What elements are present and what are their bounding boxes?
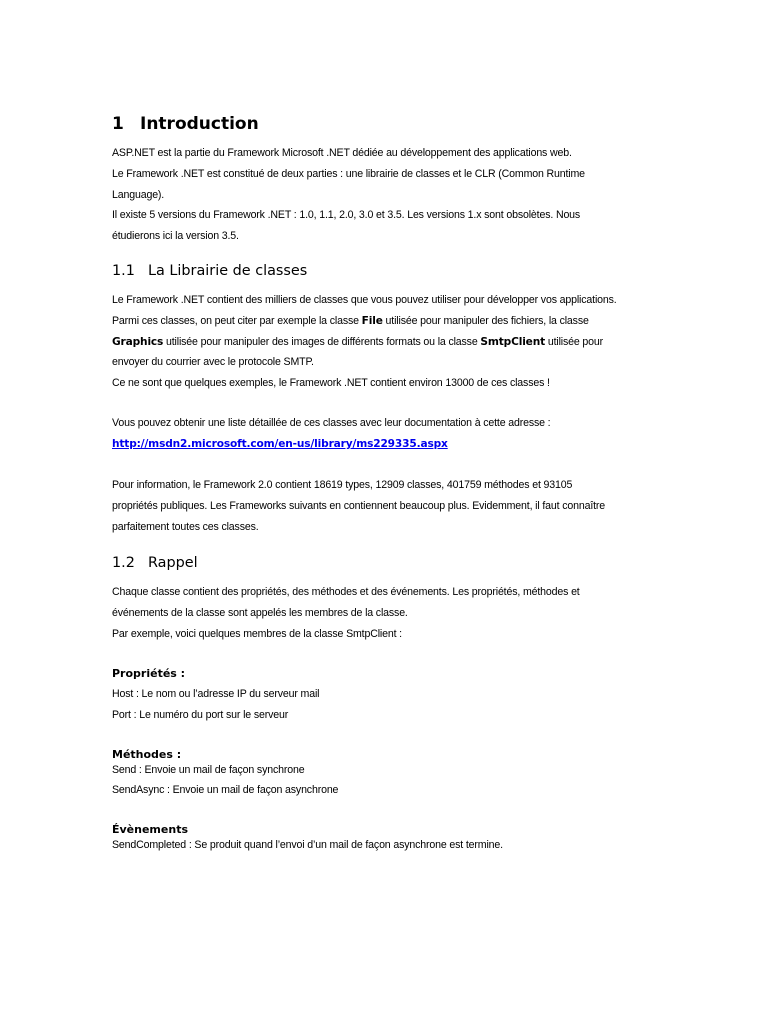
section-title: La Librairie de classes bbox=[148, 263, 308, 279]
msdn-link-line bbox=[112, 434, 672, 455]
text-span: Parmi ces classes, on peut citer par exemple la classe bbox=[112, 314, 362, 327]
method-item: SendAsync : Envoie un mail de façon asynchrone bbox=[112, 784, 339, 796]
method-item: Send : Envoie un mail de façon synchrone bbox=[112, 764, 305, 776]
librairie-paragraph-3 bbox=[112, 475, 672, 537]
property-item: Port : Le numéro du port sur le serveur bbox=[112, 709, 289, 721]
section-heading-librairie bbox=[112, 261, 307, 281]
section-title: Introduction bbox=[140, 114, 259, 134]
text-line: Le Framework .NET est constitué de deux parties : une librairie de classes et le CLR (Common Runtime bbox=[112, 167, 585, 180]
text-line: Chaque classe contient des propriétés, des méthodes et des événements. Les propriétés, méthodes et bbox=[112, 586, 580, 598]
msdn-library-link[interactable]: http://msdn2.microsoft.com/en-us/library/ms229335.aspx bbox=[112, 437, 448, 450]
class-name-file: File bbox=[361, 314, 383, 327]
librairie-paragraph-2 bbox=[112, 413, 672, 455]
section-number: 1.2 bbox=[112, 555, 135, 571]
text-line: envoyer du courrier avec le protocole SMTP. bbox=[112, 356, 314, 369]
property-item: Host : Le nom ou l’adresse IP du serveur mail bbox=[112, 688, 320, 700]
class-name-graphics: Graphics bbox=[112, 335, 164, 348]
librairie-paragraph-1 bbox=[112, 290, 672, 394]
text-line: événements de la classe sont appelés les membres de la classe. bbox=[112, 606, 408, 619]
text-line: Vous pouvez obtenir une liste détaillée de ces classes avec leur documentation à cette adresse : bbox=[112, 417, 551, 429]
section-heading-introduction bbox=[112, 112, 259, 136]
text-line: propriétés publiques. Les Frameworks suivants en contiennent beaucoup plus. Evidemment, il faut connaître bbox=[112, 499, 606, 512]
text-line: Il existe 5 versions du Framework .NET : 1.0, 1.1, 2.0, 3.0 et 3.5. Les versions 1.x sont obsolètes. Nous bbox=[112, 209, 581, 222]
text-span: utilisée pour manipuler des images de différents formats ou la classe bbox=[163, 335, 481, 348]
section-heading-rappel bbox=[112, 553, 198, 573]
text-line bbox=[112, 311, 672, 332]
text-line: parfaitement toutes ces classes. bbox=[112, 520, 259, 533]
section-title: Rappel bbox=[148, 555, 198, 571]
text-line: Par exemple, voici quelques membres de la classe SmtpClient : bbox=[112, 627, 402, 640]
rappel-paragraph bbox=[112, 582, 672, 644]
text-line: Language). bbox=[112, 188, 165, 201]
class-name-smtpclient: SmtpClient bbox=[480, 335, 546, 348]
text-span: utilisée pour bbox=[545, 335, 603, 348]
event-item: SendCompleted : Se produit quand l’envoi d’un mail de façon asynchrone est termine. bbox=[112, 839, 503, 851]
text-line: Ce ne sont que quelques exemples, le Framework .NET contient environ 13000 de ces classes ! bbox=[112, 377, 550, 390]
intro-paragraph bbox=[112, 143, 672, 247]
text-line: Le Framework .NET contient des milliers de classes que vous pouvez utiliser pour développer vos applications. bbox=[112, 294, 617, 306]
text-line bbox=[112, 332, 672, 353]
properties-heading: Propriétés : bbox=[112, 667, 186, 680]
text-span: utilisée pour manipuler des fichiers, la classe bbox=[382, 314, 589, 327]
methods-heading: Méthodes : bbox=[112, 748, 182, 761]
text-line: ASP.NET est la partie du Framework Microsoft .NET dédiée au développement des applications web. bbox=[112, 147, 572, 159]
text-line: étudierons ici la version 3.5. bbox=[112, 230, 239, 243]
section-number: 1 bbox=[112, 114, 124, 134]
text-line: Pour information, le Framework 2.0 contient 18619 types, 12909 classes, 401759 méthodes et 93105 bbox=[112, 479, 573, 491]
events-heading: Évènements bbox=[112, 823, 188, 836]
section-number: 1.1 bbox=[112, 263, 135, 279]
